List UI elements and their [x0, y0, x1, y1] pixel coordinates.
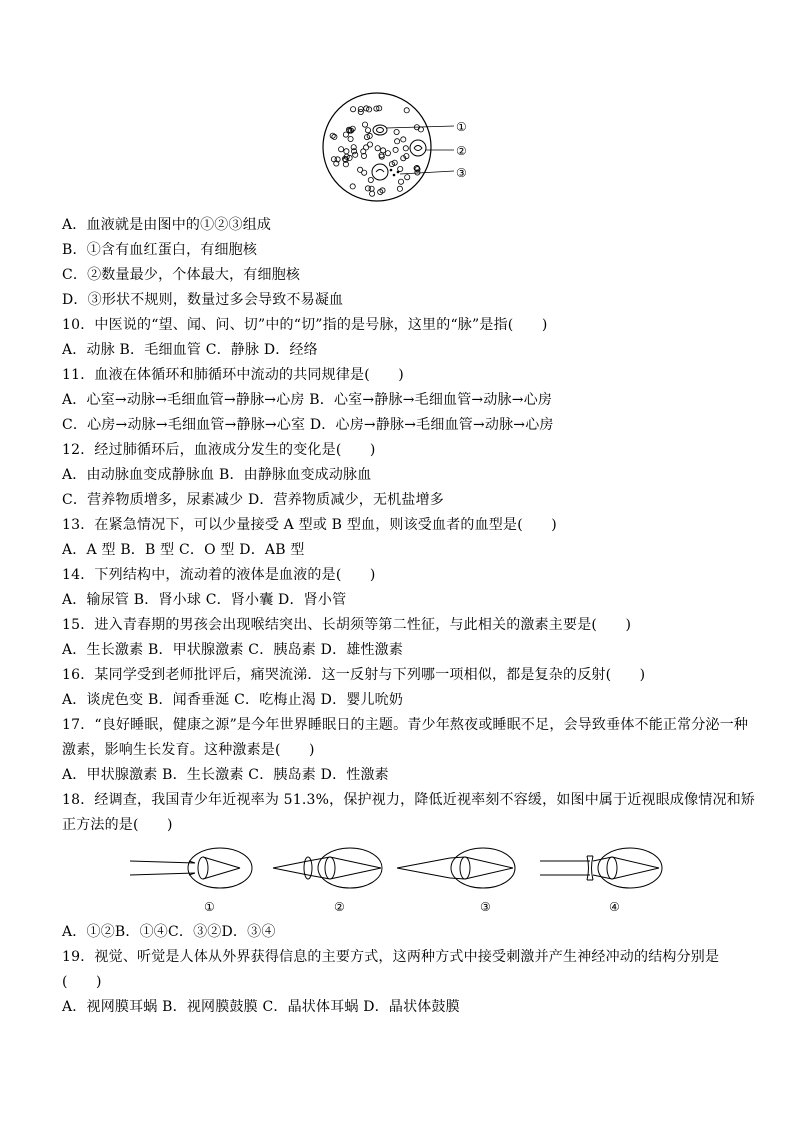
- red-blood-cell: [369, 186, 374, 191]
- red-blood-cell: [348, 136, 353, 141]
- q17-options: A．甲状腺激素 B．生长激素 C．胰岛素 D．性激素: [62, 767, 389, 783]
- q11-options-1: A．心室→动脉→毛细血管→静脉→心房 B．心室→静脉→毛细血管→动脉→心房: [62, 392, 553, 408]
- q12-options-1: A．由动脉血变成静脉血 B．由静脉血变成动脉血: [62, 467, 372, 483]
- red-blood-cell: [394, 129, 399, 134]
- red-blood-cell: [403, 146, 408, 151]
- red-blood-cell: [370, 191, 375, 196]
- red-blood-cell: [332, 134, 337, 139]
- red-blood-cell: [398, 179, 403, 184]
- red-blood-cell: [395, 139, 400, 144]
- q18-stem-1: 18．经调查，我国青少年近视率为 51.3%，保护视力，降低近视率刻不容缓，如图中属于近视眼成像情况和矫: [62, 792, 756, 808]
- label-3: ③: [456, 166, 467, 180]
- red-blood-cell: [362, 170, 367, 175]
- red-blood-cell: [404, 108, 409, 113]
- red-blood-cell: [350, 184, 355, 189]
- red-blood-cells: [330, 106, 423, 197]
- eye-label-3: ③: [480, 900, 491, 914]
- red-blood-cell: [364, 145, 369, 150]
- eye-diagram-1: [130, 848, 252, 888]
- eye-label-1: ①: [204, 900, 215, 914]
- red-blood-cell: [381, 148, 386, 153]
- q15-options: A．生长激素 B．甲状腺激素 C．胰岛素 D．雄性激素: [62, 642, 404, 658]
- q18-stem-2: 正方法的是( ): [62, 817, 173, 833]
- q15-stem: 15．进入青春期的男孩会出现喉结突出、长胡须等第二性征，与此相关的激素主要是( ): [62, 617, 632, 633]
- eye-label-4: ④: [609, 900, 620, 914]
- red-blood-cell: [375, 146, 380, 151]
- q16-stem: 16．某同学受到老师批评后，痛哭流涕．这一反射与下列哪一项相似，都是复杂的反射( ): [62, 667, 646, 683]
- red-blood-cell: [368, 177, 373, 182]
- q19-options: A．视网膜耳蜗 B．视网膜鼓膜 C．晶状体耳蜗 D．晶状体鼓膜: [62, 999, 460, 1015]
- red-blood-cell: [385, 151, 390, 156]
- label-1: ①: [456, 120, 467, 134]
- red-blood-cell: [401, 137, 406, 142]
- blood-smear-figure: [320, 92, 480, 207]
- eye-diagrams-figure: [125, 843, 670, 918]
- q9-option-b: B．①含有血红蛋白，有细胞核: [62, 242, 258, 258]
- q19-stem-1: 19．视觉、听觉是人体从外界获得信息的主要方式，这两种方式中接受刺激并产生神经冲动的结构分别是: [62, 949, 720, 965]
- red-blood-cell: [405, 175, 410, 180]
- red-blood-cell: [344, 149, 349, 154]
- red-blood-cell: [365, 128, 370, 133]
- q14-options: A．输尿管 B．肾小球 C．肾小囊 D．肾小管: [62, 592, 347, 608]
- q17-stem-1: 17．“良好睡眠，健康之源”是今年世界睡眠日的主题。青少年熬夜或睡眠不足，会导致垂体不能正常分泌一种: [62, 717, 749, 733]
- q9-option-a: A．血液就是由图中的①②③组成: [62, 217, 272, 233]
- q11-stem: 11．血液在体循环和肺循环中流动的共同规律是( ): [62, 367, 404, 383]
- eye-diagram-3: [397, 848, 515, 888]
- red-blood-cell: [362, 122, 367, 127]
- q11-options-2: C．心房→动脉→毛细血管→静脉→心室 D．心房→静脉→毛细血管→动脉→心房: [62, 417, 554, 433]
- q13-options: A．A 型 B．B 型 C．O 型 D．AB 型: [62, 542, 305, 558]
- red-blood-cell: [339, 147, 344, 152]
- red-blood-cell: [353, 152, 358, 157]
- q14-stem: 14．下列结构中，流动着的液体是血液的是( ): [62, 567, 376, 583]
- q17-stem-2: 激素，影响生长发育。这种激素是( ): [62, 742, 315, 758]
- q19-stem-2: ( ): [62, 974, 102, 990]
- q13-stem: 13．在紧急情况下，可以少量接受 A 型或 B 型血，则该受血者的血型是( ): [62, 517, 557, 533]
- eye-label-2: ②: [334, 900, 345, 914]
- q9-option-c: C．②数量最少，个体最大，有细胞核: [62, 267, 301, 283]
- q9-option-d: D．③形状不规则，数量过多会导致不易凝血: [62, 292, 344, 308]
- q12-stem: 12．经过肺循环后，血液成分发生的变化是( ): [62, 442, 376, 458]
- eye-diagram-2: [273, 848, 382, 888]
- eye-diagram-4: [540, 848, 662, 888]
- q10-options: A．动脉 B．毛细血管 C．静脉 D．经络: [62, 342, 318, 358]
- red-blood-cell: [351, 107, 356, 112]
- q18-options: A．①②B．①④C．③②D．③④: [62, 924, 276, 940]
- red-blood-cell: [330, 133, 335, 138]
- q12-options-2: C．营养物质增多，尿素减少 D．营养物质减少，无机盐增多: [62, 492, 444, 508]
- q10-stem: 10．中医说的“望、闻、问、切”中的“切”指的是号脉，这里的“脉”是指( ): [62, 317, 548, 333]
- red-blood-cell: [393, 147, 398, 152]
- red-blood-cell: [397, 186, 402, 191]
- label-2: ②: [456, 144, 467, 158]
- q16-options: A．谈虎色变 B．闻香垂涎 C．吃梅止渴 D．婴儿吮奶: [62, 692, 404, 708]
